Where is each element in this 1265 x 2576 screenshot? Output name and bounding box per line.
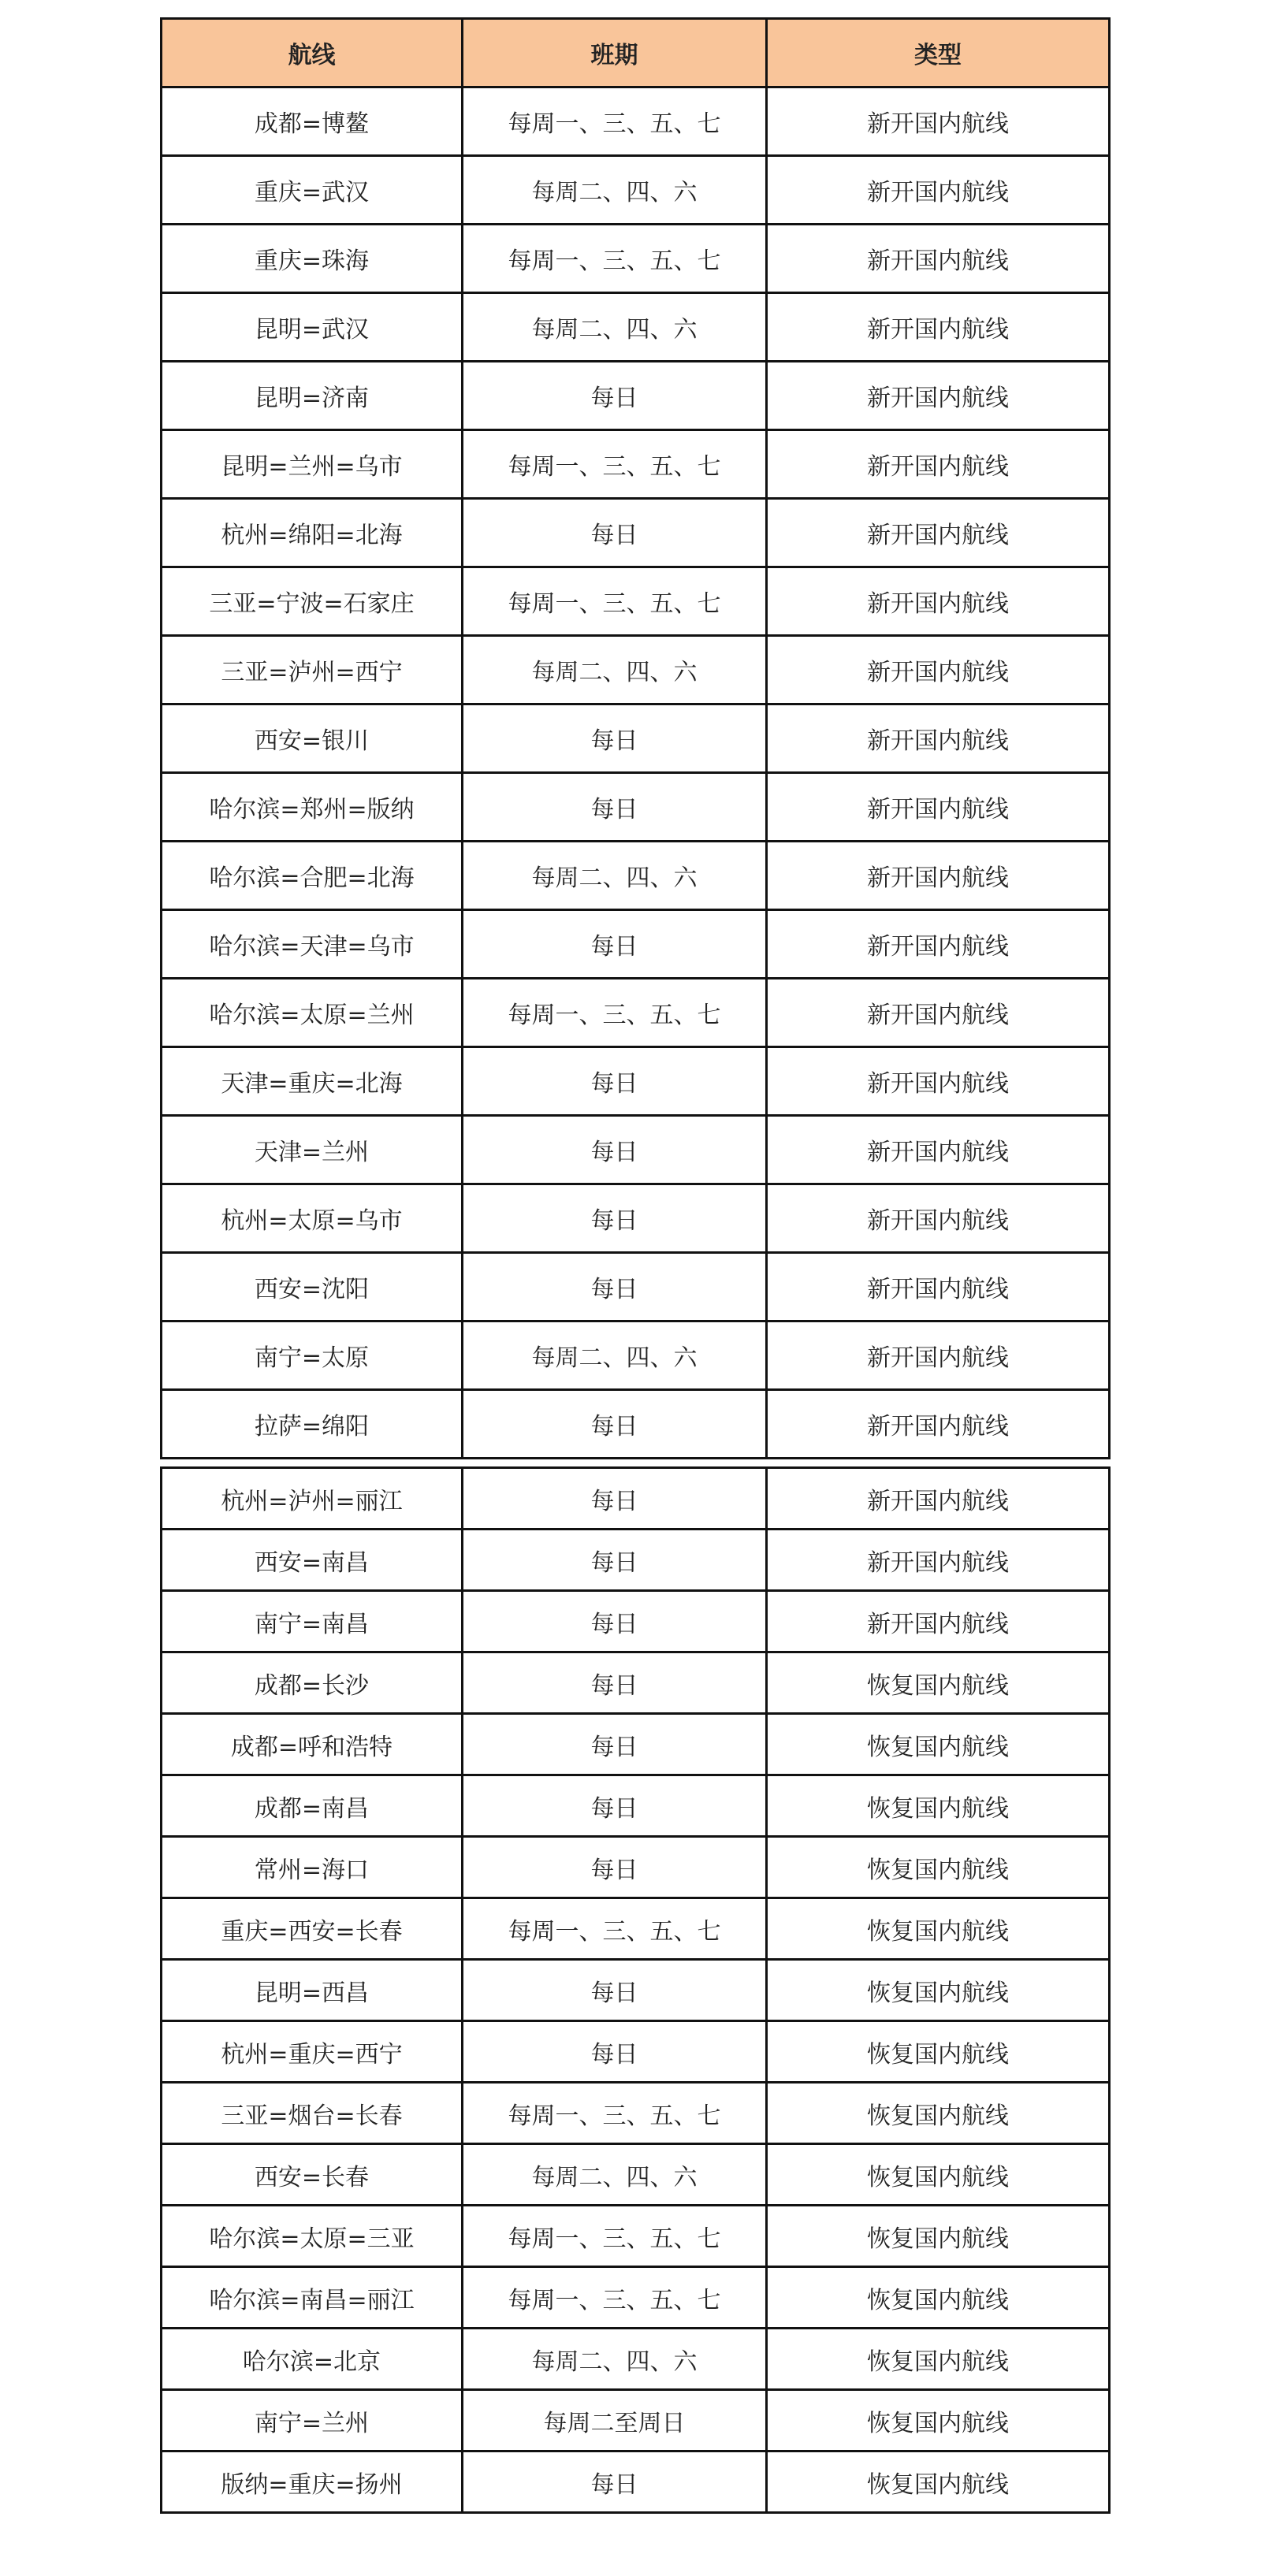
type-cell: 恢复国内航线 [767,2021,1110,2083]
schedule-cell: 每日 [463,2451,767,2513]
table-row [162,362,1110,430]
schedule-cell: 每周二、四、六 [463,1321,767,1390]
type-cell: 新开国内航线 [767,362,1110,430]
table-row [162,1591,1110,1652]
route-cell: 杭州=重庆=西宁 [162,2021,463,2083]
route-cell: 西安=南昌 [162,1530,463,1591]
route-cell: 重庆=西安=长春 [162,1898,463,1960]
schedule-cell: 每日 [463,1184,767,1253]
route-cell: 哈尔滨=太原=三亚 [162,2206,463,2267]
table-row [162,636,1110,704]
schedule-cell: 每日 [463,1652,767,1714]
route-cell: 三亚=宁波=石家庄 [162,567,463,636]
type-cell: 新开国内航线 [767,636,1110,704]
type-cell: 新开国内航线 [767,1591,1110,1652]
route-table-2 [160,1466,1111,2514]
route-cell: 西安=长春 [162,2144,463,2206]
table-row [162,1116,1110,1184]
table-row [162,87,1110,156]
schedule-cell: 每日 [463,1530,767,1591]
schedule-cell: 每周一、三、五、七 [463,979,767,1047]
route-cell: 重庆=武汉 [162,156,463,225]
schedule-cell: 每日 [463,910,767,979]
schedule-cell: 每日 [463,1960,767,2021]
schedule-cell: 每周一、三、五、七 [463,87,767,156]
type-cell: 恢复国内航线 [767,1652,1110,1714]
table-row [162,1652,1110,1714]
schedule-cell: 每日 [463,1253,767,1321]
table-row [162,1321,1110,1390]
route-cell: 版纳=重庆=扬州 [162,2451,463,2513]
type-cell: 新开国内航线 [767,225,1110,293]
route-cell: 成都=博鳌 [162,87,463,156]
type-cell: 新开国内航线 [767,1116,1110,1184]
table-row [162,2144,1110,2206]
type-cell: 恢复国内航线 [767,1837,1110,1898]
route-cell: 杭州=绵阳=北海 [162,499,463,567]
schedule-cell: 每周一、三、五、七 [463,2206,767,2267]
route-cell: 哈尔滨=北京 [162,2329,463,2390]
type-cell: 新开国内航线 [767,842,1110,910]
table-row [162,1184,1110,1253]
schedule-cell: 每日 [463,704,767,773]
type-cell: 恢复国内航线 [767,1898,1110,1960]
route-cell: 拉萨=绵阳 [162,1390,463,1459]
type-cell: 新开国内航线 [767,704,1110,773]
schedule-cell: 每周一、三、五、七 [463,2083,767,2144]
type-cell: 新开国内航线 [767,293,1110,362]
table-row [162,1253,1110,1321]
table-row [162,293,1110,362]
type-cell: 恢复国内航线 [767,1960,1110,2021]
route-cell: 昆明=西昌 [162,1960,463,2021]
route-cell: 昆明=兰州=乌市 [162,430,463,499]
route-cell: 昆明=武汉 [162,293,463,362]
type-cell: 新开国内航线 [767,567,1110,636]
route-cell: 哈尔滨=南昌=丽江 [162,2267,463,2329]
table-row [162,842,1110,910]
type-cell: 恢复国内航线 [767,2329,1110,2390]
table-row [162,1960,1110,2021]
header-row [162,19,1110,87]
type-cell: 新开国内航线 [767,1253,1110,1321]
route-cell: 杭州=泸州=丽江 [162,1468,463,1530]
type-cell: 恢复国内航线 [767,2083,1110,2144]
schedule-cell: 每日 [463,1837,767,1898]
type-cell: 新开国内航线 [767,1047,1110,1116]
schedule-cell: 每周二、四、六 [463,842,767,910]
table-row [162,2329,1110,2390]
schedule-cell: 每日 [463,499,767,567]
type-cell: 新开国内航线 [767,773,1110,842]
table-row [162,2267,1110,2329]
table-row [162,773,1110,842]
table-row [162,430,1110,499]
route-cell: 哈尔滨=合肥=北海 [162,842,463,910]
table-row [162,499,1110,567]
table-row [162,1530,1110,1591]
route-cell: 南宁=南昌 [162,1591,463,1652]
table-row [162,1714,1110,1775]
schedule-cell: 每日 [463,362,767,430]
type-cell: 新开国内航线 [767,1321,1110,1390]
table-row [162,2390,1110,2451]
table-row [162,704,1110,773]
route-cell: 杭州=太原=乌市 [162,1184,463,1253]
type-cell: 恢复国内航线 [767,2267,1110,2329]
table-row [162,2451,1110,2513]
schedule-cell: 每周一、三、五、七 [463,225,767,293]
type-cell: 新开国内航线 [767,1390,1110,1459]
type-cell: 恢复国内航线 [767,2451,1110,2513]
schedule-cell: 每周一、三、五、七 [463,1898,767,1960]
schedule-cell: 每日 [463,1116,767,1184]
route-cell: 哈尔滨=郑州=版纳 [162,773,463,842]
type-cell: 恢复国内航线 [767,1714,1110,1775]
table-row [162,1468,1110,1530]
schedule-cell: 每周二至周日 [463,2390,767,2451]
schedule-cell: 每周二、四、六 [463,2329,767,2390]
route-cell: 成都=呼和浩特 [162,1714,463,1775]
schedule-cell: 每周二、四、六 [463,2144,767,2206]
type-cell: 新开国内航线 [767,87,1110,156]
route-cell: 三亚=泸州=西宁 [162,636,463,704]
table-row [162,1837,1110,1898]
route-cell: 哈尔滨=太原=兰州 [162,979,463,1047]
schedule-cell: 每日 [463,1047,767,1116]
table-row [162,1775,1110,1837]
table-row [162,979,1110,1047]
table-row [162,156,1110,225]
schedule-cell: 每周二、四、六 [463,636,767,704]
type-cell: 新开国内航线 [767,979,1110,1047]
type-cell: 新开国内航线 [767,156,1110,225]
route-cell: 南宁=太原 [162,1321,463,1390]
type-cell: 恢复国内航线 [767,2144,1110,2206]
schedule-cell: 每日 [463,1591,767,1652]
schedule-cell: 每周二、四、六 [463,293,767,362]
route-cell: 哈尔滨=天津=乌市 [162,910,463,979]
type-cell: 恢复国内航线 [767,2206,1110,2267]
table-row [162,1390,1110,1459]
table-row [162,2021,1110,2083]
type-cell: 恢复国内航线 [767,2390,1110,2451]
schedule-cell: 每日 [463,1714,767,1775]
table-row [162,1898,1110,1960]
route-cell: 西安=银川 [162,704,463,773]
schedule-cell: 每周一、三、五、七 [463,430,767,499]
type-cell: 新开国内航线 [767,430,1110,499]
route-table-1 [160,17,1111,1459]
schedule-cell: 每日 [463,2021,767,2083]
schedule-cell: 每日 [463,1775,767,1837]
route-cell: 西安=沈阳 [162,1253,463,1321]
type-cell: 恢复国内航线 [767,1775,1110,1837]
table-row [162,2206,1110,2267]
route-cell: 天津=兰州 [162,1116,463,1184]
schedule-cell: 每周一、三、五、七 [463,567,767,636]
type-cell: 新开国内航线 [767,1530,1110,1591]
route-cell: 昆明=济南 [162,362,463,430]
type-cell: 新开国内航线 [767,910,1110,979]
table-row [162,910,1110,979]
schedule-cell: 每日 [463,773,767,842]
schedule-cell: 每周二、四、六 [463,156,767,225]
type-cell: 新开国内航线 [767,499,1110,567]
schedule-cell: 每日 [463,1468,767,1530]
table-row [162,1047,1110,1116]
header-type: 类型 [767,19,1110,87]
route-cell: 成都=南昌 [162,1775,463,1837]
table-row [162,2083,1110,2144]
type-cell: 新开国内航线 [767,1468,1110,1530]
schedule-cell: 每日 [463,1390,767,1459]
type-cell: 新开国内航线 [767,1184,1110,1253]
header-schedule: 班期 [463,19,767,87]
route-cell: 天津=重庆=北海 [162,1047,463,1116]
table-row [162,225,1110,293]
route-cell: 三亚=烟台=长春 [162,2083,463,2144]
route-cell: 重庆=珠海 [162,225,463,293]
table-row [162,567,1110,636]
route-cell: 成都=长沙 [162,1652,463,1714]
schedule-cell: 每周一、三、五、七 [463,2267,767,2329]
route-cell: 常州=海口 [162,1837,463,1898]
route-cell: 南宁=兰州 [162,2390,463,2451]
header-route: 航线 [162,19,463,87]
